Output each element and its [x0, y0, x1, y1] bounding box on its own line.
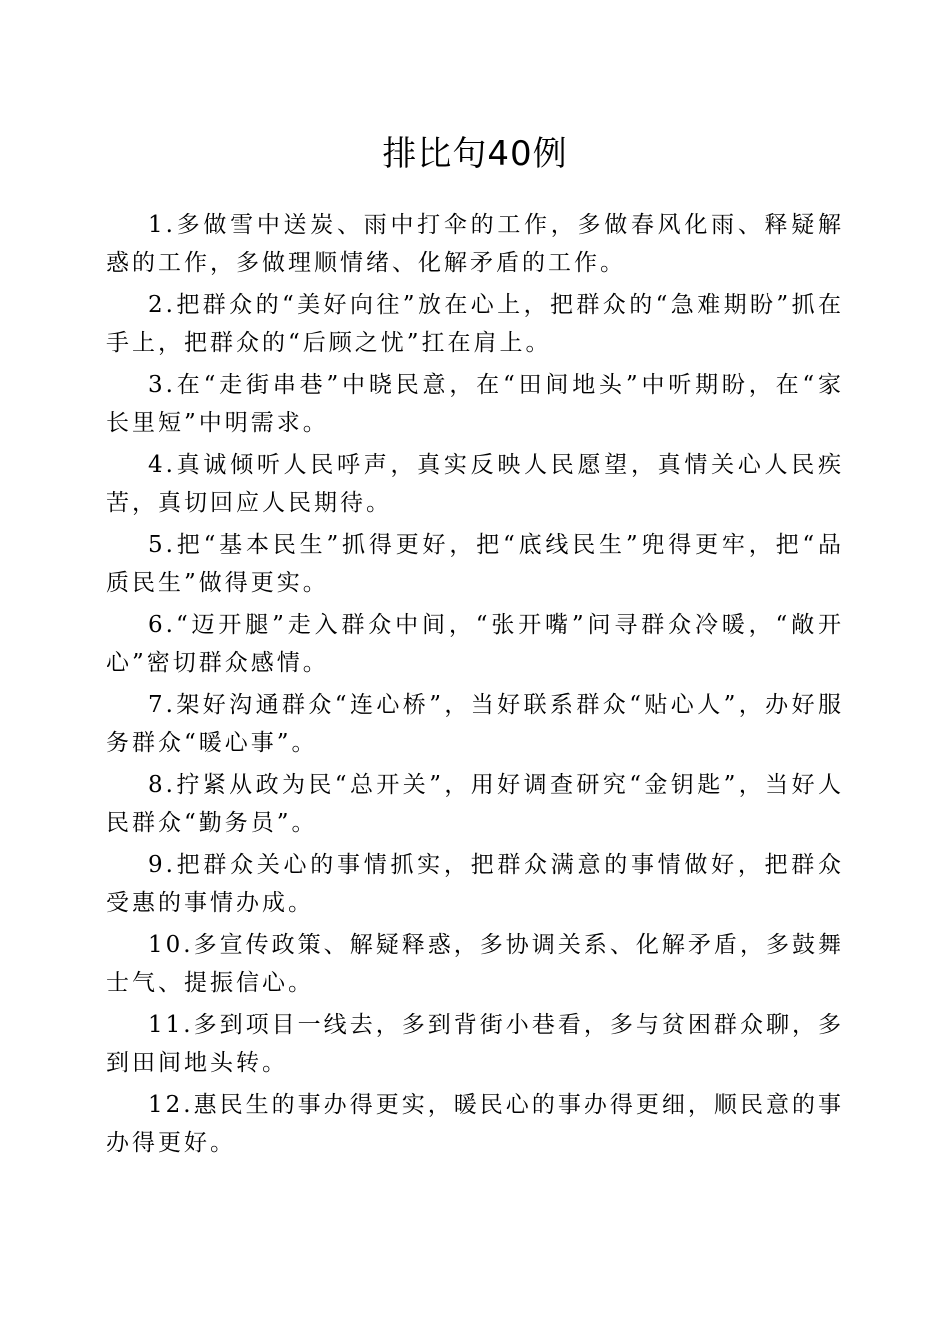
list-item: 3.在“走街串巷”中晓民意，在“田间地头”中听期盼，在“家长里短”中明需求。	[106, 372, 844, 436]
list-item: 9.把群众关心的事情抓实，把群众满意的事情做好，把群众受惠的事情办成。	[106, 852, 844, 916]
list-item: 11.多到项目一线去，多到背街小巷看，多与贫困群众聊，多到田间地头转。	[106, 1012, 844, 1076]
list-item: 1.多做雪中送炭、雨中打伞的工作，多做春风化雨、释疑解惑的工作，多做理顺情绪、化解矛盾的工作。	[106, 212, 844, 276]
list-item: 7.架好沟通群众“连心桥”，当好联系群众“贴心人”，办好服务群众“暖心事”。	[106, 692, 844, 756]
item-list	[106, 206, 844, 1166]
list-item: 6.“迈开腿”走入群众中间，“张开嘴”问寻群众冷暖，“敞开心”密切群众感情。	[106, 612, 844, 676]
document-title: 排比句40例	[382, 134, 568, 174]
list-item: 8.拧紧从政为民“总开关”，用好调查研究“金钥匙”，当好人民群众“勤务员”。	[106, 772, 844, 836]
list-item: 2.把群众的“美好向往”放在心上，把群众的“急难期盼”抓在手上，把群众的“后顾之忧”扛在肩上。	[106, 292, 844, 356]
list-item: 10.多宣传政策、解疑释惑，多协调关系、化解矛盾，多鼓舞士气、提振信心。	[106, 932, 844, 996]
list-item: 5.把“基本民生”抓得更好，把“底线民生”兜得更牢，把“品质民生”做得更实。	[106, 532, 844, 596]
list-item: 12.惠民生的事办得更实，暖民心的事办得更细，顺民意的事办得更好。	[106, 1092, 844, 1156]
list-item: 4.真诚倾听人民呼声，真实反映人民愿望，真情关心人民疾苦，真切回应人民期待。	[106, 452, 844, 516]
